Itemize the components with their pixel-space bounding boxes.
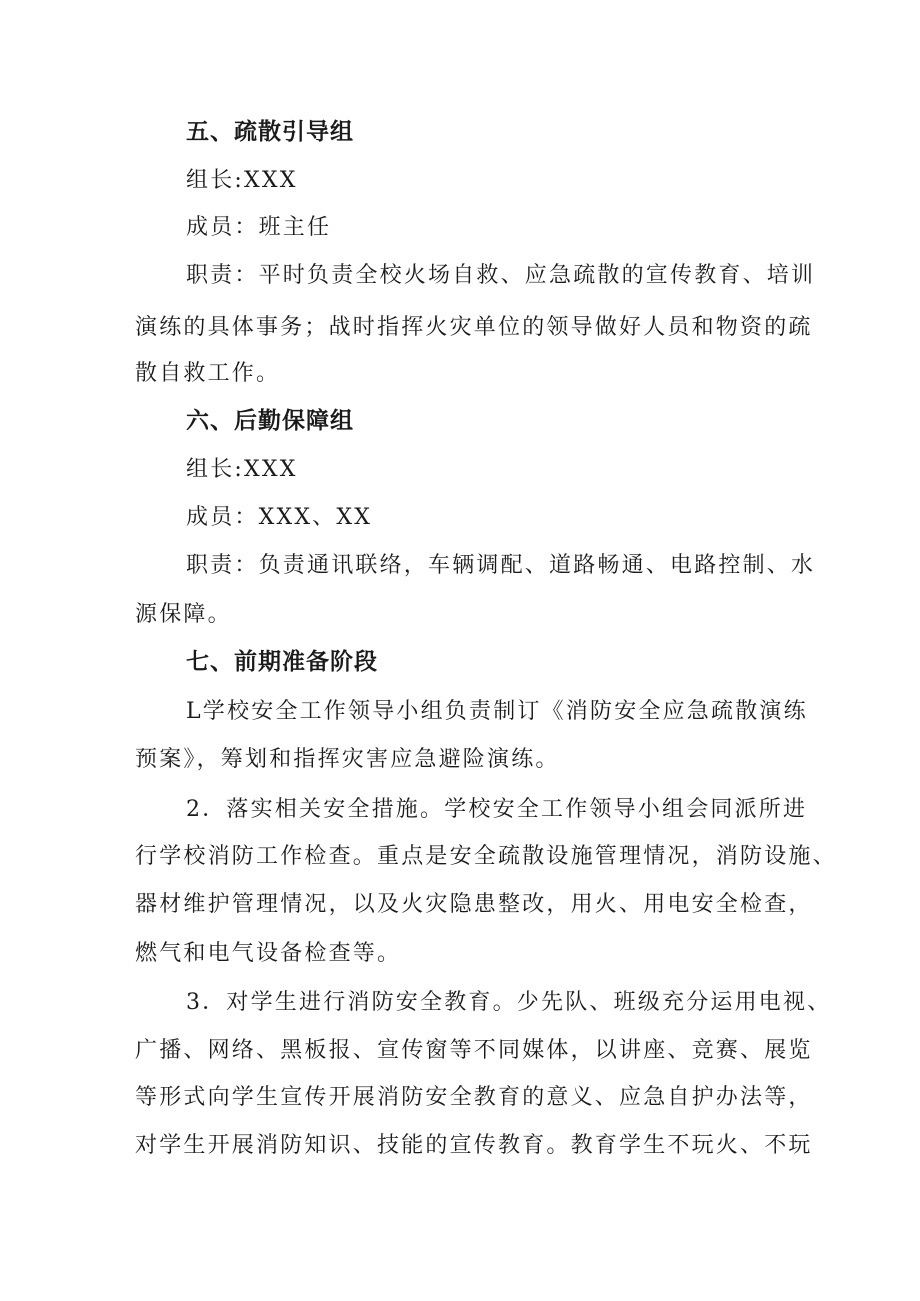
section-7-item-2-line: 器材维护管理情况，以及火灾隐患整改，用火、用电安全检查， [135, 892, 813, 917]
section-7-item-1-line: 预案》，筹划和指挥灾害应急避险演练。 [135, 747, 560, 772]
section-7-item-2-line: 2．落实相关安全措施。学校安全工作领导小组会同派所进 [186, 797, 808, 822]
section-7-item-3-line: 3．对学生进行消防安全教育。少先队、班级充分运用电视、 [186, 990, 832, 1015]
section-7-item-3-line: 广播、网络、黑板报、宣传窗等不同媒体，以讲座、竞赛、展览 [135, 1038, 813, 1063]
section-5-members: 成员：班主任 [186, 215, 332, 240]
section-7-item-1-line: L学校安全工作领导小组负责制订《消防安全应急疏散演练 [186, 699, 808, 724]
section-7-item-2-line: 燃气和电气设备检查等。 [135, 941, 402, 966]
section-5-duty-line: 散自救工作。 [135, 361, 281, 386]
section-heading-6: 六、后勤保障组 [186, 408, 354, 434]
section-6-duty-line: 职责：负责通讯联络，车辆调配、道路畅通、电路控制、水 [186, 553, 816, 578]
section-heading-7: 七、前期准备阶段 [186, 649, 378, 675]
section-6-members: 成员：XXX、XX [186, 505, 373, 530]
section-heading-5: 五、疏散引导组 [186, 119, 354, 145]
section-5-duty-line: 演练的具体事务；战时指挥火灾单位的领导做好人员和物资的疏 [135, 315, 813, 340]
section-5-duty-line: 职责：平时负责全校火场自救、应急疏散的宣传教育、培训 [186, 263, 816, 288]
section-7-item-2-line: 行学校消防工作检查。重点是安全疏散设施管理情况，消防设施、 [135, 844, 837, 869]
section-5-leader: 组长:XXX [186, 168, 298, 193]
section-6-leader: 组长:XXX [186, 457, 298, 482]
section-7-item-3-line: 等形式向学生宣传开展消防安全教育的意义、应急自护办法等， [135, 1085, 813, 1110]
section-7-item-3-line: 对学生开展消防知识、技能的宣传教育。教育学生不玩火、不玩 [135, 1133, 813, 1158]
section-6-duty-line: 源保障。 [135, 602, 232, 627]
